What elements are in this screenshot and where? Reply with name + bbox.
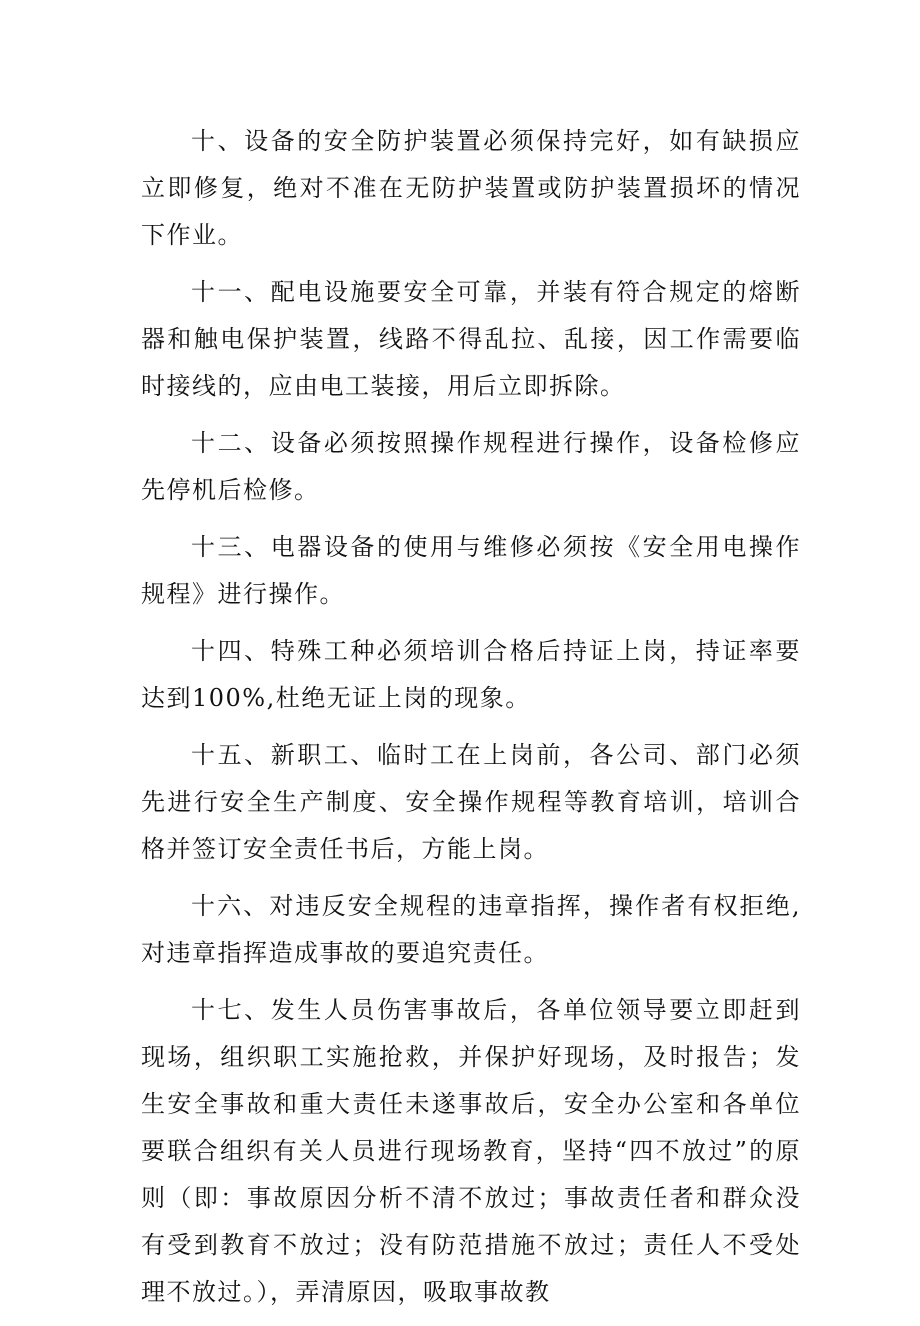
paragraph-14: 十四、特殊工种必须培训合格后持证上岗，持证率要达到100%,杜绝无证上岗的现象。 <box>141 637 801 712</box>
paragraph-15: 十五、新职工、临时工在上岗前，各公司、部门必须先进行安全生产制度、安全操作规程等教育培训，培训合格并签订安全责任书后，方能上岗。 <box>141 741 801 863</box>
paragraph-17: 十七、发生人员伤害事故后，各单位领导要立即赶到现场，组织职工实施抢救，并保护好现场，及时报告；发生安全事故和重大责任未遂事故后，安全办公室和各单位要联合组织有关人员进行现场教育，坚持“四不放过”的原则（即：事故原因分析不清不放过；事故责任者和群众没有受到教育不放过；没有防范措施不放过；责任人不受处理不放过。），弄清原因，吸取事故教 <box>141 996 801 1306</box>
document-body <box>141 118 801 1326</box>
paragraph-12: 十二、设备必须按照操作规程进行操作，设备检修应先停机后检修。 <box>141 429 801 504</box>
paragraph-11: 十一、配电设施要安全可靠，并装有符合规定的熔断器和触电保护装置，线路不得乱拉、乱接，因工作需要临时接线的，应由电工装接，用后立即拆除。 <box>141 278 801 400</box>
paragraph-13: 十三、电器设备的使用与维修必须按《安全用电操作规程》进行操作。 <box>141 533 801 608</box>
paragraph-16: 十六、对违反安全规程的违章指挥，操作者有权拒绝,对违章指挥造成事故的要追究责任。 <box>141 892 801 967</box>
paragraph-10: 十、设备的安全防护装置必须保持完好，如有缺损应立即修复，绝对不准在无防护装置或防护装置损坏的情况下作业。 <box>141 127 801 249</box>
